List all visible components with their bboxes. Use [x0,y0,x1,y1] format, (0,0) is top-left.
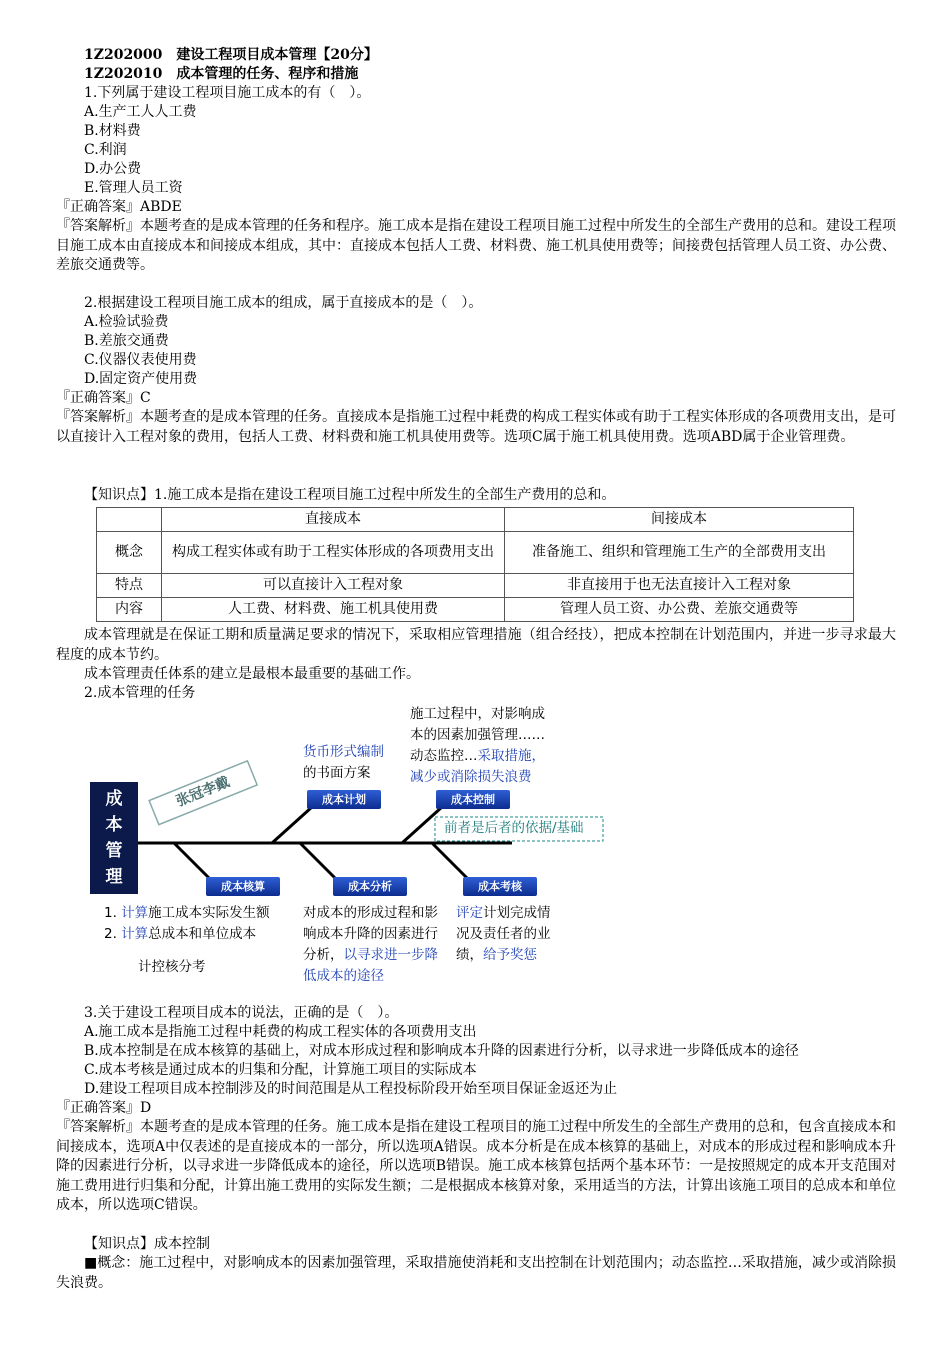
chapter-title: 1Z202000 建设工程项目成本管理【20分】 [84,47,378,63]
box-cost-analysis: 成本分析 [333,877,407,896]
table-cell: 准备施工、组织和管理施工生产的全部费用支出 [505,532,854,574]
q1-answer: 『正确答案』ABDE [56,199,182,215]
analysis-note-line: 分析，以寻求进一步降 [303,947,438,963]
plan-note [303,742,384,784]
assess-note-line: 况及责任者的业 [456,926,551,942]
head-char: 成 [105,789,123,809]
calc-note-line: 1. 计算施工成本实际发生额 [104,905,270,921]
diagram-head [90,786,138,890]
q1-option: A.生产工人人工费 [84,104,197,120]
calc-note-line: 2. 计算总成本和单位成本 [104,926,257,942]
bone-plan [272,807,312,843]
q2-option: D.固定资产使用费 [84,371,198,387]
head-char: 理 [105,867,123,887]
q3-option: B.成本控制是在成本核算的基础上，对成本形成过程和影响成本升降的因素进行分析，以寻求进一步降低成本的途径 [84,1043,799,1059]
q1-option: C.利润 [84,142,127,158]
q2-stem: 2.根据建设工程项目施工成本的组成，属于直接成本的是（ ）。 [84,295,483,311]
calc-note [104,903,270,945]
kp1-paragraph: 成本管理责任体系的建立是最根本最重要的基础工作。 [84,666,420,682]
analysis-note [303,903,438,987]
dash-note: 前者是后者的依据/基础 [444,820,584,836]
analysis-note-line: 低成本的途径 [303,968,384,984]
q3-option: A.施工成本是指施工过程中耗费的构成工程实体的各项费用支出 [84,1024,477,1040]
q2-option: C.仪器仪表使用费 [84,352,197,368]
box-cost-control: 成本控制 [436,790,510,809]
q3-analysis: 『答案解析』本题考查的是成本管理的任务。施工成本是指在建设工程项目的施工过程中所发生的全部生产费用的总和，包含直接成本和间接成本，选项A中仅表述的是直接成本的一部分，所以选项A错误。成本分析是在成本核算的基础上，对成本的形成过程和影响成本升降的因素进行分析，以寻求进一步降低成本的途径，所以选项B错误。施工成本核算包括两个基本环节：一是按照规定的成本开支范围对施工费用进行归集和分配，计算出施工费用的实际发生额；二是根据成本核算对象，采用适当的方法，计算出该施工项目的总成本和单位成本，所以选项C错误。 [56,1119,896,1213]
section-title: 1Z202010 成本管理的任务、程序和措施 [84,66,359,82]
table-cell: 内容 [97,598,162,622]
plan-note-line: 的书面方案 [303,765,371,781]
box-cost-plan: 成本计划 [307,790,381,809]
control-note-line: 施工过程中，对影响成 [410,706,545,722]
table-cell: 管理人员工资、办公费、差旅交通费等 [505,598,854,622]
table-cell: 人工费、材料费、施工机具使用费 [162,598,505,622]
box-cost-accounting: 成本核算 [206,877,280,896]
assess-note [456,903,551,966]
head-char: 管 [105,841,123,861]
mnemonic: 计控核分考 [138,959,206,975]
q3-option: C.成本考核是通过成本的归集和分配，计算施工项目的实际成本 [84,1062,477,1078]
box-cost-assessment: 成本考核 [463,877,537,896]
assess-note-line: 绩，给予奖惩 [456,947,537,963]
table-header-cell: 直接成本 [162,508,505,532]
table-cell: 概念 [97,532,162,574]
q2-answer: 『正确答案』C [56,390,151,406]
plan-note-line: 货币形式编制 [303,744,384,760]
kp1-paragraph: 成本管理就是在保证工期和质量满足要求的情况下，采取相应管理措施（组合经技），把成本控制在计划范围内，并进一步寻求最大程度的成本节约。 [56,627,896,663]
q1-stem: 1.下列属于建设工程项目施工成本的有（ ）。 [84,85,371,101]
analysis-note-line: 对成本的形成过程和影 [303,905,438,921]
head-char: 本 [105,815,123,835]
assess-note-line: 评定计划完成情 [456,905,551,921]
control-note-line: 本的因素加强管理…… [410,727,545,743]
control-note [410,704,545,788]
q1-option: B.材料费 [84,123,141,139]
table-cell: 非直接用于也无法直接计入工程对象 [505,574,854,598]
q2-option: A.检验试验费 [84,314,169,330]
kp1-title: 【知识点】1.施工成本是指在建设工程项目施工过程中所发生的全部生产费用的总和。 [84,487,616,503]
control-note-line: 动态监控…采取措施， [410,748,545,764]
table-cell: 构成工程实体或有助于工程实体形成的各项费用支出 [162,532,505,574]
q1-analysis: 『答案解析』本题考查的是成本管理的任务和程序。施工成本是指在建设工程项目施工过程中所发生的全部生产费用的总和。建设工程项目施工成本由直接成本和间接成本组成，其中：直接成本包括人工费、材料费、施工机具使用费等；间接费包括管理人员工资、办公费、差旅交通费等。 [56,218,896,273]
table-header-cell: 间接成本 [505,508,854,532]
analysis-note-line: 响成本升降的因素进行 [303,926,438,942]
kp2-concept: ■概念：施工过程中，对影响成本的因素加强管理，采取措施使消耗和支出控制在计划范围内；动态监控…采取措施，减少或消除损失浪费。 [56,1255,896,1291]
table-cell: 可以直接计入工程对象 [162,574,505,598]
q1-option: D.办公费 [84,161,142,177]
q2-analysis: 『答案解析』本题考查的是成本管理的任务。直接成本是指施工过程中耗费的构成工程实体或有助于工程实体形成的各项费用支出，是可以直接计入工程对象的费用，包括人工费、材料费和施工机具使用费等。选项C属于施工机具使用费。选项ABD属于企业管理费。 [56,409,896,445]
q2-option: B.差旅交通费 [84,333,169,349]
q3-option: D.建设工程项目成本控制涉及的时间范围是从工程投标阶段开始至项目保证金返还为止 [84,1081,618,1097]
q3-answer: 『正确答案』D [56,1100,152,1116]
q1-option: E.管理人员工资 [84,180,183,196]
q3-stem: 3.关于建设工程项目成本的说法，正确的是（ ）。 [84,1005,399,1021]
table-cell: 特点 [97,574,162,598]
kp2-title: 【知识点】成本控制 [84,1236,210,1252]
kp1-subtitle: 2.成本管理的任务 [84,685,196,701]
stamp-label: 张冠李戴 [174,774,232,810]
control-note-line: 减少或消除损失浪费 [410,769,532,785]
